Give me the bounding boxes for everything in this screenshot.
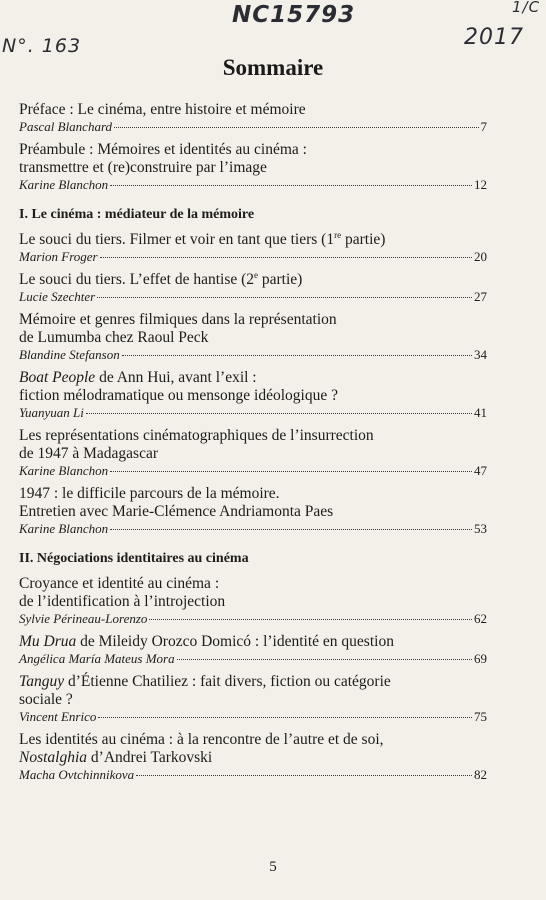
entry-title-line: Mémoire et genres filmiques dans la représentation bbox=[19, 311, 337, 328]
entry-title-line: 1947 : le difficile parcours de la mémoire. bbox=[19, 485, 280, 502]
entry-author-row bbox=[19, 521, 487, 536]
dot-leader bbox=[110, 529, 472, 530]
toc-section bbox=[19, 101, 487, 192]
entry-author: Karine Blanchon bbox=[19, 521, 109, 536]
dot-leader bbox=[98, 717, 472, 718]
entry-page: 34 bbox=[474, 347, 487, 362]
entry-author-row bbox=[19, 119, 487, 134]
entry-title-line: Préface : Le cinéma, entre histoire et mémoire bbox=[19, 101, 306, 118]
toc-entry bbox=[19, 369, 487, 420]
entry-author: Angélica María Mateus Mora bbox=[19, 651, 175, 666]
entry-page: 75 bbox=[474, 709, 487, 724]
entry-author-row bbox=[19, 651, 487, 666]
toc-entry bbox=[19, 633, 487, 666]
entry-title bbox=[19, 575, 487, 611]
dot-leader bbox=[110, 185, 472, 186]
dot-leader bbox=[110, 471, 472, 472]
toc-section bbox=[19, 206, 487, 536]
toc-entry bbox=[19, 141, 487, 192]
entry-page: 27 bbox=[474, 289, 487, 304]
dot-leader bbox=[86, 413, 472, 414]
table-of-contents bbox=[19, 101, 487, 789]
page-number: 5 bbox=[269, 859, 277, 875]
entry-page: 12 bbox=[474, 177, 487, 192]
entry-page: 7 bbox=[480, 119, 487, 134]
entry-title-line: Le souci du tiers. Filmer et voir en tant que tiers (1re partie) bbox=[19, 230, 386, 248]
entry-author: Vincent Enrico bbox=[19, 709, 97, 724]
entry-author-row bbox=[19, 611, 487, 626]
entry-author-row bbox=[19, 405, 487, 420]
toc-entry bbox=[19, 575, 487, 626]
entry-page: 69 bbox=[474, 651, 487, 666]
handwritten-year: 2017 bbox=[464, 25, 524, 50]
entry-author: Lucie Szechter bbox=[19, 289, 96, 304]
dot-leader bbox=[136, 775, 472, 776]
entry-author: Karine Blanchon bbox=[19, 177, 109, 192]
entry-title bbox=[19, 485, 487, 521]
entry-title-line: sociale ? bbox=[19, 691, 73, 708]
section-heading: I. Le cinéma : médiateur de la mémoire bbox=[19, 207, 255, 222]
entry-title bbox=[19, 369, 487, 405]
page-title: Sommaire bbox=[222, 55, 324, 80]
dot-leader bbox=[100, 257, 472, 258]
toc-entry bbox=[19, 271, 487, 304]
entry-title-line: de Lumumba chez Raoul Peck bbox=[19, 329, 209, 346]
entry-page: 20 bbox=[474, 249, 487, 264]
entry-author-row bbox=[19, 463, 487, 478]
entry-title-line: Nostalghia d’Andrei Tarkovski bbox=[19, 749, 213, 766]
entry-title-line: Boat People de Ann Hui, avant l’exil : bbox=[19, 369, 257, 386]
entry-title-line: Le souci du tiers. L’effet de hantise (2e partie) bbox=[19, 270, 303, 288]
entry-author-row bbox=[19, 347, 487, 362]
entry-title bbox=[19, 271, 487, 289]
entry-title bbox=[19, 731, 487, 767]
dot-leader bbox=[122, 355, 472, 356]
entry-author-row bbox=[19, 289, 487, 304]
entry-author: Karine Blanchon bbox=[19, 463, 109, 478]
entry-author-row bbox=[19, 249, 487, 264]
entry-title bbox=[19, 311, 487, 347]
entry-title-line: Tanguy d’Étienne Chatiliez : fait divers, fiction ou catégorie bbox=[19, 673, 391, 690]
dot-leader bbox=[149, 619, 472, 620]
entry-author: Macha Ovtchinnikova bbox=[19, 767, 135, 782]
toc-entry bbox=[19, 485, 487, 536]
entry-title-line: fiction mélodramatique ou mensonge idéologique ? bbox=[19, 387, 338, 404]
entry-page: 62 bbox=[474, 611, 487, 626]
toc-entry bbox=[19, 101, 487, 134]
handwritten-corner-note: 1/C bbox=[512, 0, 541, 16]
entry-title bbox=[19, 427, 487, 463]
entry-title-line: Entretien avec Marie-Clémence Andriamonta Paes bbox=[19, 503, 334, 520]
entry-title-line: Préambule : Mémoires et identités au cinéma : bbox=[19, 141, 307, 158]
entry-title-line: de 1947 à Madagascar bbox=[19, 445, 159, 462]
handwritten-number: N°. 163 bbox=[2, 35, 82, 57]
toc-entry bbox=[19, 231, 487, 264]
entry-author: Marion Froger bbox=[19, 249, 98, 264]
toc-entry bbox=[19, 427, 487, 478]
entry-author-row bbox=[19, 767, 487, 782]
entry-page: 47 bbox=[474, 463, 487, 478]
entry-page: 82 bbox=[474, 767, 487, 782]
entry-title-line: transmettre et (re)construire par l’image bbox=[19, 159, 267, 176]
entry-author-row bbox=[19, 709, 487, 724]
entry-title bbox=[19, 673, 487, 709]
entry-author: Pascal Blanchard bbox=[19, 119, 113, 134]
entry-title-line: de l’identification à l’introjection bbox=[19, 593, 226, 610]
dot-leader bbox=[114, 127, 478, 128]
toc-section bbox=[19, 550, 487, 782]
entry-title-line: Les identités au cinéma : à la rencontre de l’autre et de soi, bbox=[19, 731, 384, 748]
entry-author-row bbox=[19, 177, 487, 192]
entry-page: 53 bbox=[474, 521, 487, 536]
entry-title bbox=[19, 231, 487, 249]
toc-entry bbox=[19, 731, 487, 782]
entry-page: 41 bbox=[474, 405, 487, 420]
entry-author: Blandine Stefanson bbox=[19, 347, 120, 362]
toc-entry bbox=[19, 311, 487, 362]
entry-author: Yuanyuan Li bbox=[19, 405, 84, 420]
dot-leader bbox=[177, 659, 472, 660]
section-heading: II. Négociations identitaires au cinéma bbox=[19, 551, 249, 566]
entry-title-line: Mu Drua de Mileidy Orozco Domicó : l’identité en question bbox=[19, 633, 394, 650]
entry-title-line: Les représentations cinématographiques de l’insurrection bbox=[19, 427, 374, 444]
entry-author: Sylvie Périneau-Lorenzo bbox=[19, 611, 148, 626]
entry-title bbox=[19, 633, 487, 651]
entry-title-line: Croyance et identité au cinéma : bbox=[19, 575, 220, 592]
entry-title bbox=[19, 101, 487, 119]
handwritten-shelfmark: NC15793 bbox=[232, 2, 356, 28]
dot-leader bbox=[97, 297, 472, 298]
entry-title bbox=[19, 141, 487, 177]
toc-entry bbox=[19, 673, 487, 724]
